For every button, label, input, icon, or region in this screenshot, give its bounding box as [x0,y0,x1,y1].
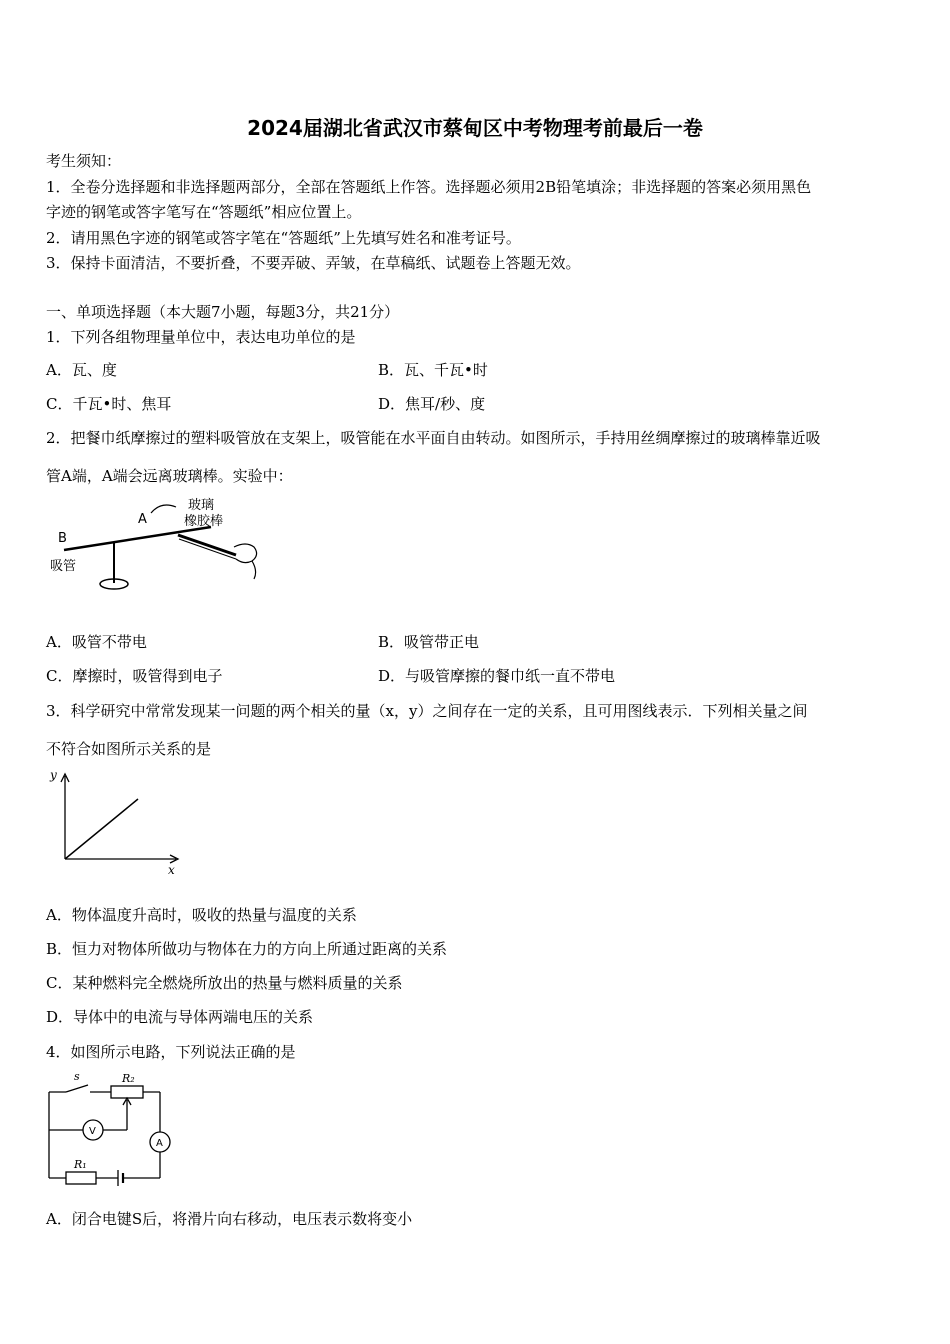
q4-option-a: A．闭合电键S后，将滑片向右移动，电压表示数将变小 [46,1210,413,1228]
voltmeter-label: V [89,1126,96,1137]
label-rod-2: 橡胶棒 [184,514,224,529]
glass-rod [178,535,236,555]
x-axis-label: x [168,863,175,877]
q1-option-a: A．瓦、度 [46,361,117,379]
q3-option-b: B．恒力对物体所做功与物体在力的方向上所通过距离的关系 [46,940,448,958]
q1-option-b: B．瓦、千瓦•时 [378,361,488,379]
notice-line-1a: 1．全卷分选择题和非选择题两部分，全部在答题纸上作答。选择题必须用2B铅笔填涂；非选择题的答案必须用黑色 [46,178,812,196]
q3-graph [46,766,186,876]
label-b: B [58,531,67,546]
switch-label: s [74,1070,80,1083]
q2-option-b: B．吸管带正电 [378,633,480,651]
repel-arrow [151,505,176,513]
q4-circuit [46,1070,186,1190]
y-axis-label: y [50,768,57,782]
q1-stem: 1．下列各组物理量单位中，表达电功单位的是 [46,328,356,346]
q3-stem-line2: 不符合如图所示关系的是 [46,740,212,758]
label-rod-1: 玻璃 [188,498,215,513]
q3-option-a: A．物体温度升高时，吸收的热量与温度的关系 [46,906,357,924]
ammeter-label: A [156,1138,163,1149]
notice-heading: 考生须知： [46,152,122,170]
graph-line [65,799,138,859]
glass-rod-inner [179,539,236,559]
resistor-r1 [66,1172,96,1184]
q2-straw-figure [46,495,266,605]
page-title: 2024届湖北省武汉市蔡甸区中考物理考前最后一卷 [247,116,703,140]
q1-option-d: D．焦耳/秒、度 [378,395,486,413]
q3-stem-line1: 3．科学研究中常常发现某一问题的两个相关的量（x，y）之间存在一定的关系，且可用图线表示．下列相关量之间 [46,702,808,720]
q2-stem-line2: 管A端，A端会远离玻璃棒。实验中： [46,467,293,485]
q3-option-c: C．某种燃料完全燃烧所放出的热量与燃料质量的关系 [46,974,403,992]
q3-option-d: D．导体中的电流与导体两端电压的关系 [46,1008,314,1026]
notice-line-2: 2．请用黑色字迹的钢笔或答字笔在“答题纸”上先填写姓名和准考证号。 [46,229,521,247]
q2-stem-line1: 2．把餐巾纸摩擦过的塑料吸管放在支架上，吸管能在水平面自由转动。如图所示，手持用丝绸摩擦过的玻璃棒靠近吸 [46,429,821,447]
rheostat-r2 [111,1086,143,1098]
q1-option-c: C．千瓦•时、焦耳 [46,395,172,413]
switch [66,1085,88,1092]
q4-stem: 4．如图所示电路，下列说法正确的是 [46,1043,296,1061]
label-a: A [138,512,147,527]
r2-label: R₂ [122,1072,135,1085]
q2-option-c: C．摩擦时，吸管得到电子 [46,667,223,685]
hand-icon [234,544,257,579]
notice-line-3: 3．保持卡面清洁，不要折叠，不要弄破、弄皱，在草稿纸、试题卷上答题无效。 [46,254,581,272]
notice-line-1b: 字迹的钢笔或答字笔写在“答题纸”相应位置上。 [46,203,362,221]
section-heading: 一、单项选择题（本大题7小题，每题3分，共21分） [46,303,400,321]
label-straw: 吸管 [50,559,77,574]
q2-option-a: A．吸管不带电 [46,633,147,651]
q2-option-d: D．与吸管摩擦的餐巾纸一直不带电 [378,667,616,685]
r1-label: R₁ [74,1158,87,1171]
